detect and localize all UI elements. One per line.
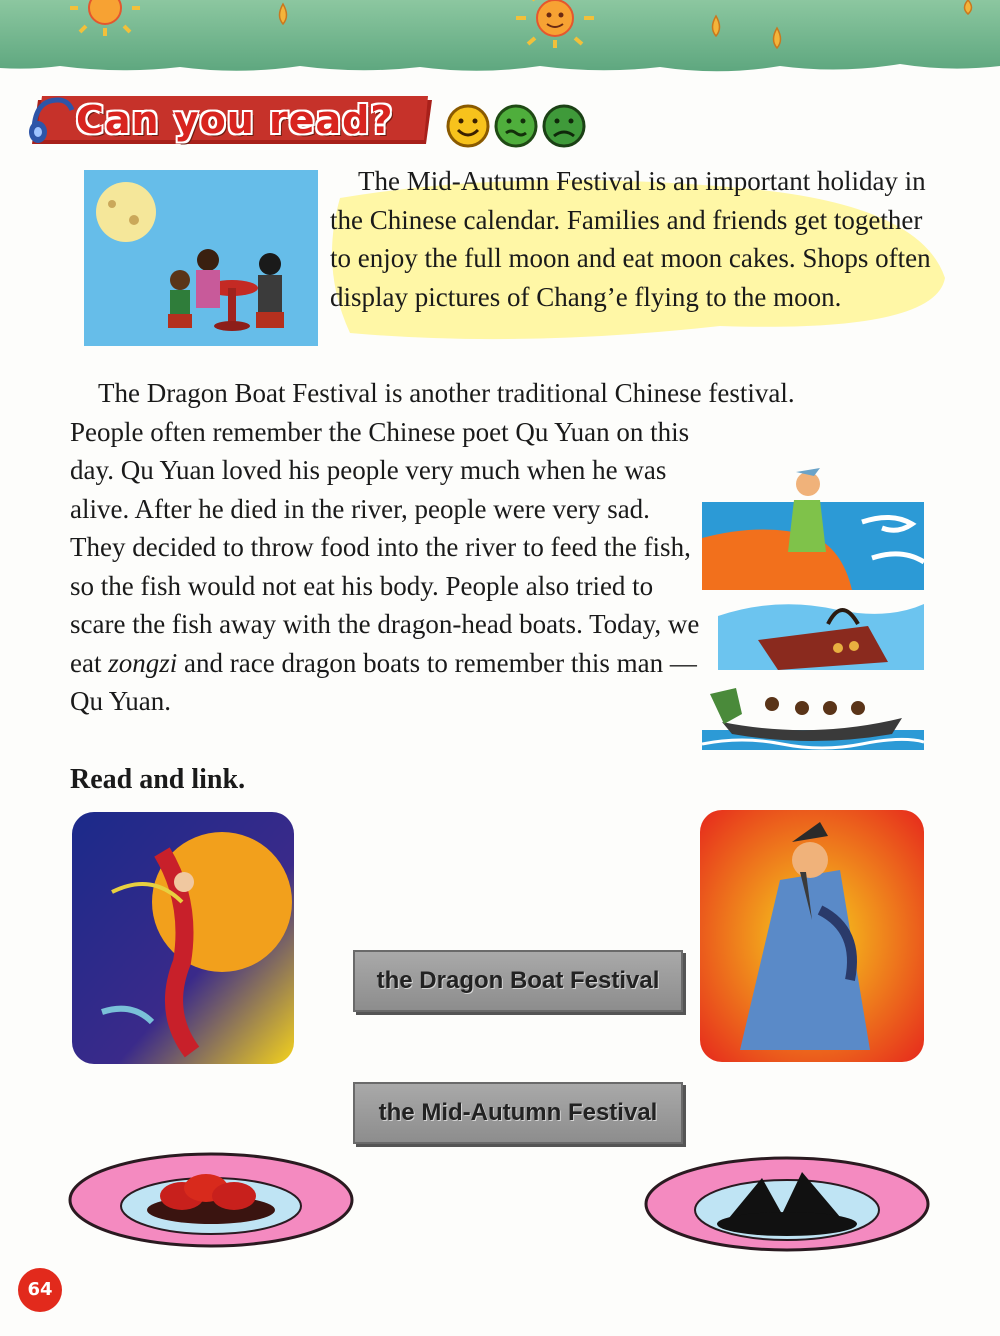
mother-figure: [196, 249, 220, 308]
happy-face-icon[interactable]: [446, 104, 490, 148]
header-banner: [0, 0, 1000, 80]
page-number: 64: [18, 1268, 62, 1312]
father-figure: [256, 253, 284, 328]
qu-yuan-river-illustration: [702, 462, 924, 590]
zongzi-plate-picture[interactable]: [642, 1154, 932, 1254]
change-flying-picture[interactable]: [72, 812, 294, 1064]
qu-yuan-poet-picture[interactable]: [700, 810, 924, 1062]
zongzi-word: zongzi: [108, 647, 178, 678]
food-basket-illustration: [718, 596, 924, 670]
dragon-boat-body-text: People often remember the Chinese poet Qu Yuan on this day. Qu Yuan loved his people very much when he was alive. After he died in the river, people were very sad. They decided to throw food into the river to feed the fish, so the fish would not eat his body. People also tried to scare the fish away with the dragon-head boats. Today, we eat: [70, 416, 700, 678]
child-figure: [168, 270, 192, 328]
dragon-boat-first-line: The Dragon Boat Festival is another traditional Chinese festival.: [98, 378, 795, 408]
dragon-boat-race-illustration: [702, 674, 924, 750]
dragon-boat-body-end: and race dragon boats to remember this man — Qu Yuan.: [70, 647, 697, 716]
mid-autumn-paragraph: [330, 162, 950, 316]
mid-autumn-text: The Mid-Autumn Festival is an important holiday in the Chinese calendar. Families and friends get together to enjoy the full moon and eat moon cakes. Shops often display pictures of Chang’e flying to the moon.: [330, 166, 931, 312]
option-mid-autumn-festival[interactable]: the Mid-Autumn Festival: [353, 1082, 683, 1144]
option-dragon-boat-festival[interactable]: the Dragon Boat Festival: [353, 950, 683, 1012]
page-title: Can you read?: [76, 98, 394, 142]
sad-face-icon[interactable]: [542, 104, 586, 148]
exercise-heading: Read and link.: [70, 764, 246, 795]
family-moon-illustration: [84, 170, 318, 346]
dragon-boat-body: [70, 413, 700, 721]
mooncake-plate-picture[interactable]: [66, 1150, 356, 1250]
neutral-face-icon[interactable]: [494, 104, 538, 148]
